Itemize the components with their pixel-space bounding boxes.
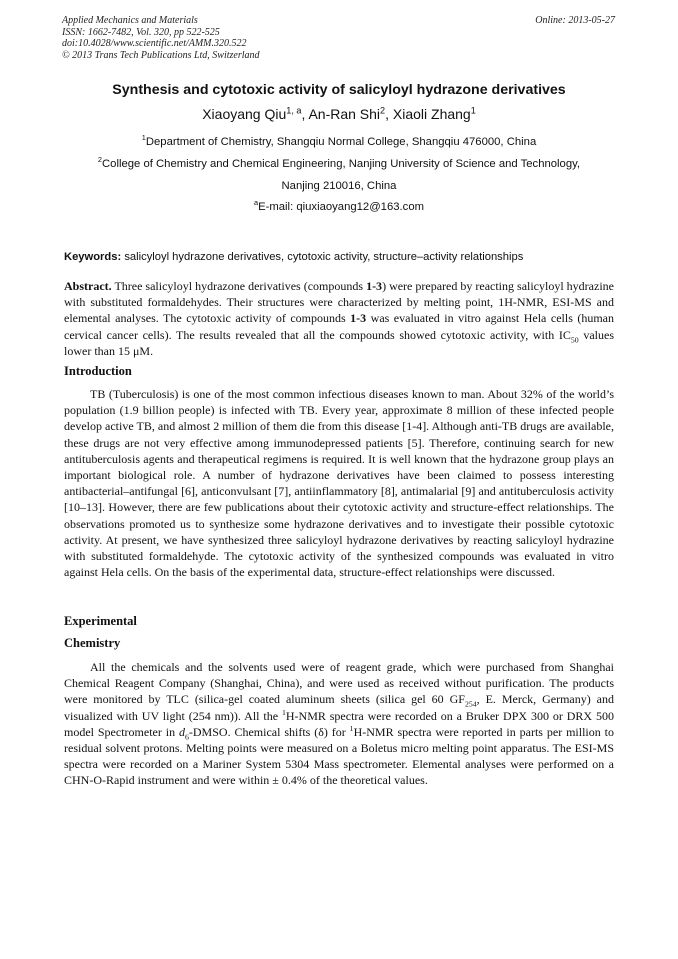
keywords-label: Keywords: xyxy=(64,251,122,263)
author-sup: 1 xyxy=(470,105,476,116)
body-text: H-NMR spectra were recorded on a Bruker DPX 300 or DRX 500 model Spectrometer in xyxy=(64,708,614,739)
body-text: H-NMR spectra were reported in parts per million to residual solvent protons. Melting points were measured on a Boletus micro melting point apparatus. The ESI-MS spectra were recorded on a Mariner System 5304 Mass spectrometer. Elemental analyses were performed on a CHN-O-Rapid instrument and were within ± 0.4% of the theoretical values. xyxy=(64,724,614,788)
paper-title: Synthesis and cytotoxic activity of salicyloyl hydrazone derivatives xyxy=(112,82,566,98)
email-line xyxy=(40,198,638,213)
author-list: Xiaoyang Qiu$^{1, a}$, An-Ran Shi$^2$, Xiaoli Zhang$^1$ xyxy=(202,105,476,122)
journal-header xyxy=(62,15,260,61)
author-sup: 2 xyxy=(380,105,386,116)
chemistry-subheading: Chemistry xyxy=(64,636,121,650)
affiliation-1 xyxy=(40,133,638,148)
author-name: Xiaoyang Qiu xyxy=(202,106,287,122)
compound-ref: 1-3 xyxy=(350,311,367,326)
abstract-text: values lower than 15 μM. xyxy=(64,327,615,358)
introduction-heading: Introduction xyxy=(64,364,132,378)
copyright-line: © 2013 Trans Tech Publications Ltd, Switzerland xyxy=(62,49,260,61)
body-text: -DMSO. Chemical shifts (δ) for xyxy=(188,724,350,739)
abstract-text: was evaluated in vitro against Hela cells (human cervical cancer cells). The results revealed that all the compounds showed cytotoxic activity, with IC xyxy=(64,311,615,342)
author-sup: 1, a xyxy=(286,105,302,116)
affiliation-sup: 1 xyxy=(141,133,146,143)
affiliation-sup: 2 xyxy=(97,155,102,165)
nmr-superscript: 1 xyxy=(349,723,354,733)
body-text: , E. Merck, Germany) and visualized with UV light (254 nm)). All the xyxy=(64,692,615,723)
affiliation-2 xyxy=(40,155,638,170)
solvent-subscript: 6 xyxy=(184,732,189,742)
abstract-label: Abstract. xyxy=(64,279,112,293)
abstract-text: Three salicyloyl hydrazone derivatives (compounds xyxy=(111,279,367,293)
affiliation-text: Department of Chemistry, Shangqiu Normal College, Shangqiu 476000, China xyxy=(145,136,537,148)
journal-name: Applied Mechanics and Materials xyxy=(62,15,198,26)
chemistry-body xyxy=(64,659,614,789)
doi-line: doi:10.4028/www.scientific.net/AMM.320.522 xyxy=(62,38,247,49)
solvent-italic: d xyxy=(178,724,185,739)
author-name: An-Ran Shi xyxy=(308,106,381,122)
abstract xyxy=(64,278,614,359)
nmr-superscript: 1 xyxy=(281,707,286,717)
affiliation-text: College of Chemistry and Chemical Engineering, Nanjing University of Science and Technology, xyxy=(102,158,581,170)
body-text: All the chemicals and the solvents used were of reagent grade, which were purchased from Shanghai Chemical Reagent Company (Shanghai, China), and were used as received without purification. The products were monitored by TLC (silica-gel coated aluminum sheets (silica gel 60 GF xyxy=(64,660,614,707)
keywords-text: salicyloyl hydrazone derivatives, cytotoxic activity, structure–activity relationships xyxy=(124,251,524,263)
email-sup: a xyxy=(253,198,259,208)
issn-line: ISSN: 1662-7482, Vol. 320, pp 522-525 xyxy=(62,26,220,38)
email-text: E-mail: qiuxiaoyang12@163.com xyxy=(258,201,425,213)
author-name: Xiaoli Zhang xyxy=(392,106,471,122)
experimental-heading: Experimental xyxy=(64,614,137,628)
abstract-text: ) were prepared by reacting salicyloyl hydrazine with substituted formaldehydes. Their structures were characterized by melting point, 1H-NMR, ESI-MS and elemental analyses. The cytotoxic activity of compounds xyxy=(64,279,614,326)
gf-subscript: 254 xyxy=(464,699,477,709)
compound-ref: 1-3 xyxy=(366,279,383,293)
affiliation-2-cont: Nanjing 210016, China xyxy=(281,180,397,192)
ic50-subscript: 50 xyxy=(570,335,579,344)
introduction-body: TB (Tuberculosis) is one of the most common infectious diseases known to man. About 32% of the world’s population (1.9 billion people) is infected with TB. Every year, approximate 8 million of these infected people develop active TB, and almost 2 million of them die from this disease [1-4]. Although anti-TB drugs are available, these drugs are not very effective among immunodepressed patients [5]. Therefore, continuing search for new antituberculosis agents and therapeutical regimens is required. It is well known that the hydrazone group plays an important biological role. A number of hydrazone derivatives have been claimed to possess interesting antibacterial–antifungal [6], anticonvulsant [7], antiinflammatory [8], antimalarial [9] and antituberculosis activity [10–13]. However, there are few publications about their cytotoxic activity and structure-effect relationships. The observations promoted us to synthesize some hydrazone derivatives and to investigate their possible cytotoxic activity. At present, we have synthesized three salicyloyl hydrazone derivatives by reacting salicyloyl hydrazine with substituted formaldehyde. The cytotoxic activity of the synthesized compounds was evaluated in vitro against Hela cells. On the basis of the experimental data, structure-effect relationships were discussed. xyxy=(64,387,614,580)
keywords xyxy=(64,251,624,263)
online-date: Online: 2013-05-27 xyxy=(535,15,615,26)
